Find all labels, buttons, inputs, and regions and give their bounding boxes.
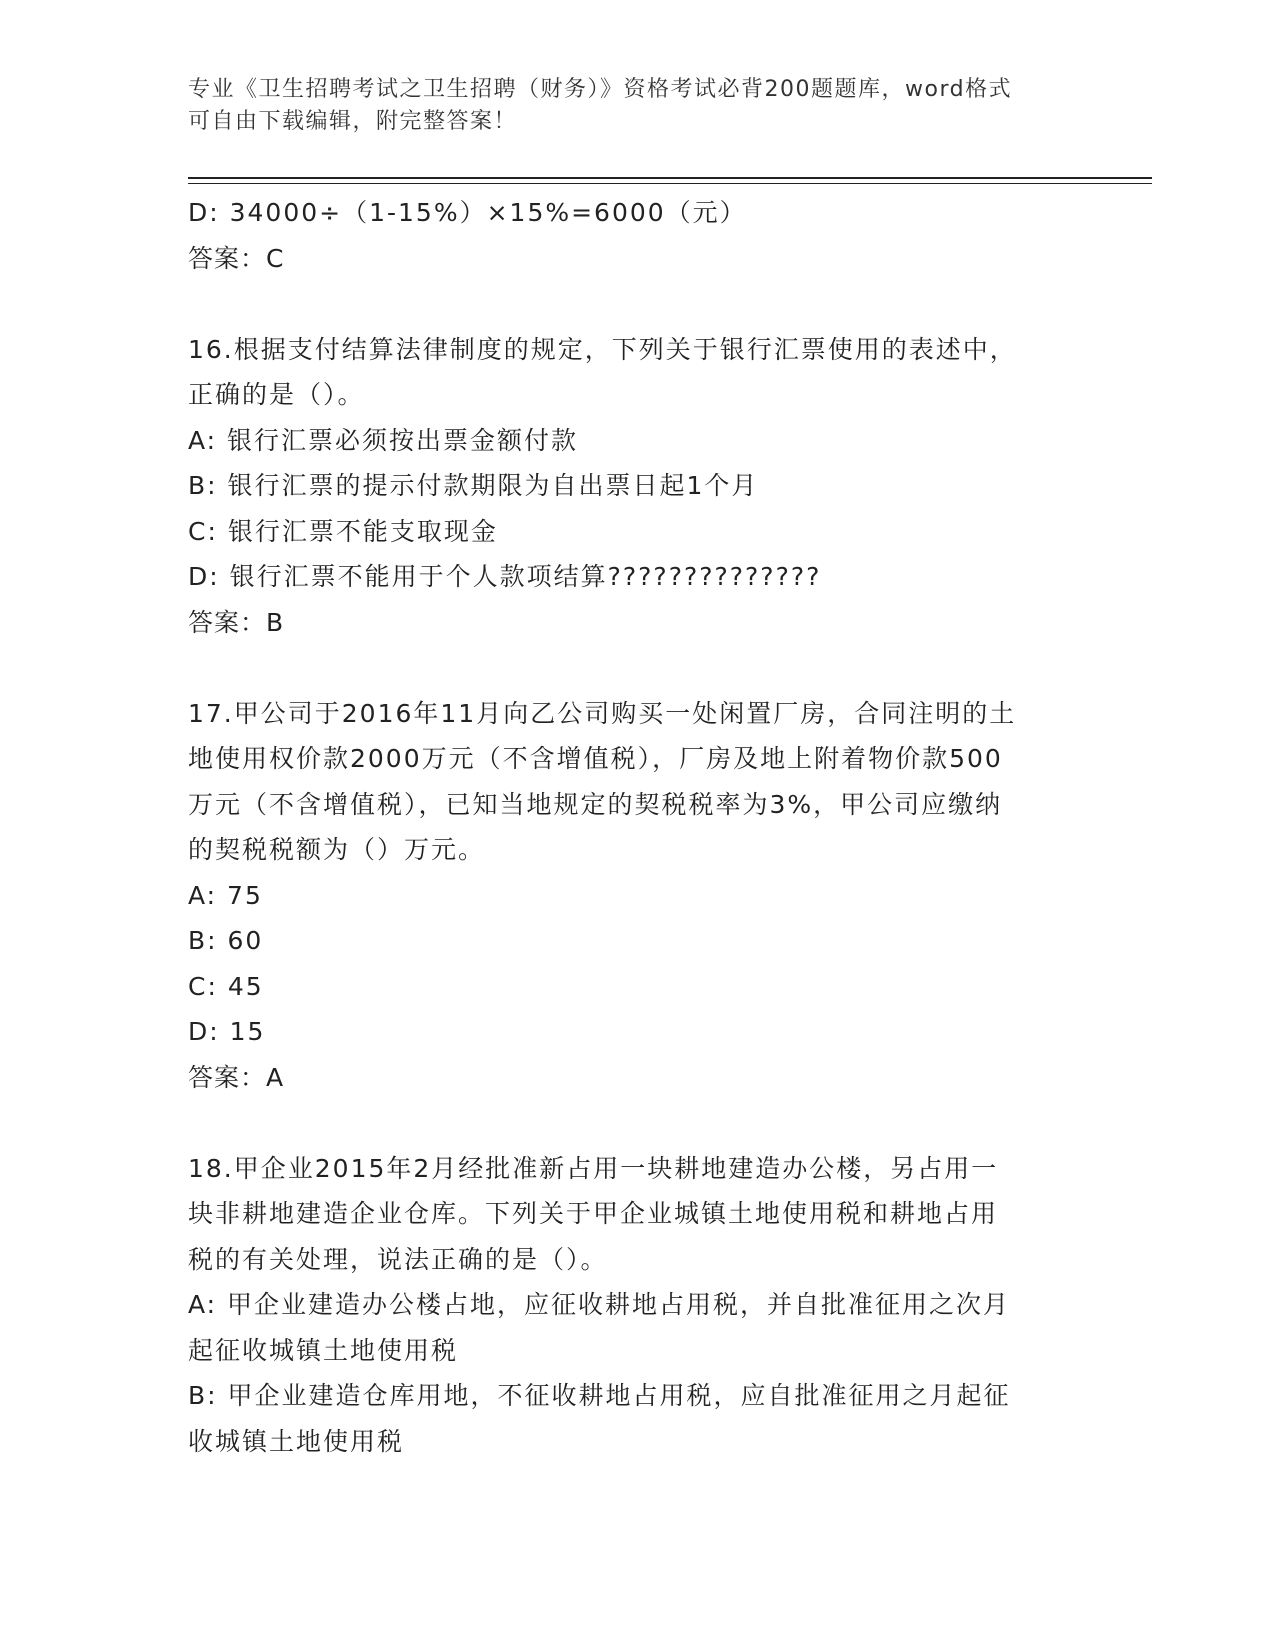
spacer xyxy=(188,645,1088,691)
header-title-line-1: 专业《卫生招聘考试之卫生招聘（财务）》资格考试必背200题题库，word格式 xyxy=(188,77,1013,102)
question-16 xyxy=(188,327,1088,646)
spacer xyxy=(188,1100,1088,1146)
option-b: B: 银行汇票的提示付款期限为自出票日起1个月 xyxy=(188,471,759,500)
question-stem-line: 18.甲企业2015年2月经批准新占用一块耕地建造办公楼，另占用一 xyxy=(188,1153,999,1183)
question-stem-line: 万元（不含增值税），已知当地规定的契税税率为3%，甲公司应缴纳 xyxy=(188,789,1003,819)
question-stem-line: 块非耕地建造企业仓库。下列关于甲企业城镇土地使用税和耕地占用 xyxy=(188,1199,999,1228)
question-stem-line: 正确的是（）。 xyxy=(188,380,365,409)
option-a-continued: 起征收城镇土地使用税 xyxy=(188,1335,459,1365)
question-18 xyxy=(188,1146,1088,1465)
page-header xyxy=(188,74,1088,138)
option-c: C: 银行汇票不能支取现金 xyxy=(188,516,498,546)
question-17 xyxy=(188,691,1088,1101)
option-d: D: 银行汇票不能用于个人款项结算?????????????? xyxy=(188,562,822,591)
question-15-tail xyxy=(188,190,1088,281)
option-b-continued: 收城镇土地使用税 xyxy=(188,1426,405,1456)
option-a: A: 银行汇票必须按出票金额付款 xyxy=(188,425,579,455)
option-b: B: 60 xyxy=(188,926,264,955)
option-d: D: 34000÷（1-15%）×15%=6000（元） xyxy=(188,198,747,227)
question-stem-line: 地使用权价款2000万元（不含增值税），厂房及地上附着物价款500 xyxy=(188,744,1003,773)
header-divider xyxy=(188,177,1152,184)
answer-line: 答案：C xyxy=(188,243,285,273)
option-a: A: 75 xyxy=(188,880,263,910)
option-a: A: 甲企业建造办公楼占地，应征收耕地占用税，并自批准征用之次月 xyxy=(188,1290,1011,1319)
document-body xyxy=(188,190,1088,1464)
option-b: B: 甲企业建造仓库用地，不征收耕地占用税，应自批准征用之月起征 xyxy=(188,1381,1011,1410)
option-c: C: 45 xyxy=(188,971,264,1001)
question-stem-line: 的契税税额为（）万元。 xyxy=(188,835,486,864)
spacer xyxy=(188,281,1088,327)
question-stem-line: 16.根据支付结算法律制度的规定，下列关于银行汇票使用的表述中， xyxy=(188,334,1017,364)
question-stem-line: 税的有关处理，说法正确的是（）。 xyxy=(188,1244,608,1274)
option-d: D: 15 xyxy=(188,1017,266,1046)
header-title-line-2: 可自由下载编辑，附完整答案！ xyxy=(188,109,518,134)
question-stem-line: 17.甲公司于2016年11月向乙公司购买一处闲置厂房，合同注明的土 xyxy=(188,698,1017,728)
answer-line: 答案：A xyxy=(188,1062,285,1092)
answer-line: 答案：B xyxy=(188,607,285,637)
